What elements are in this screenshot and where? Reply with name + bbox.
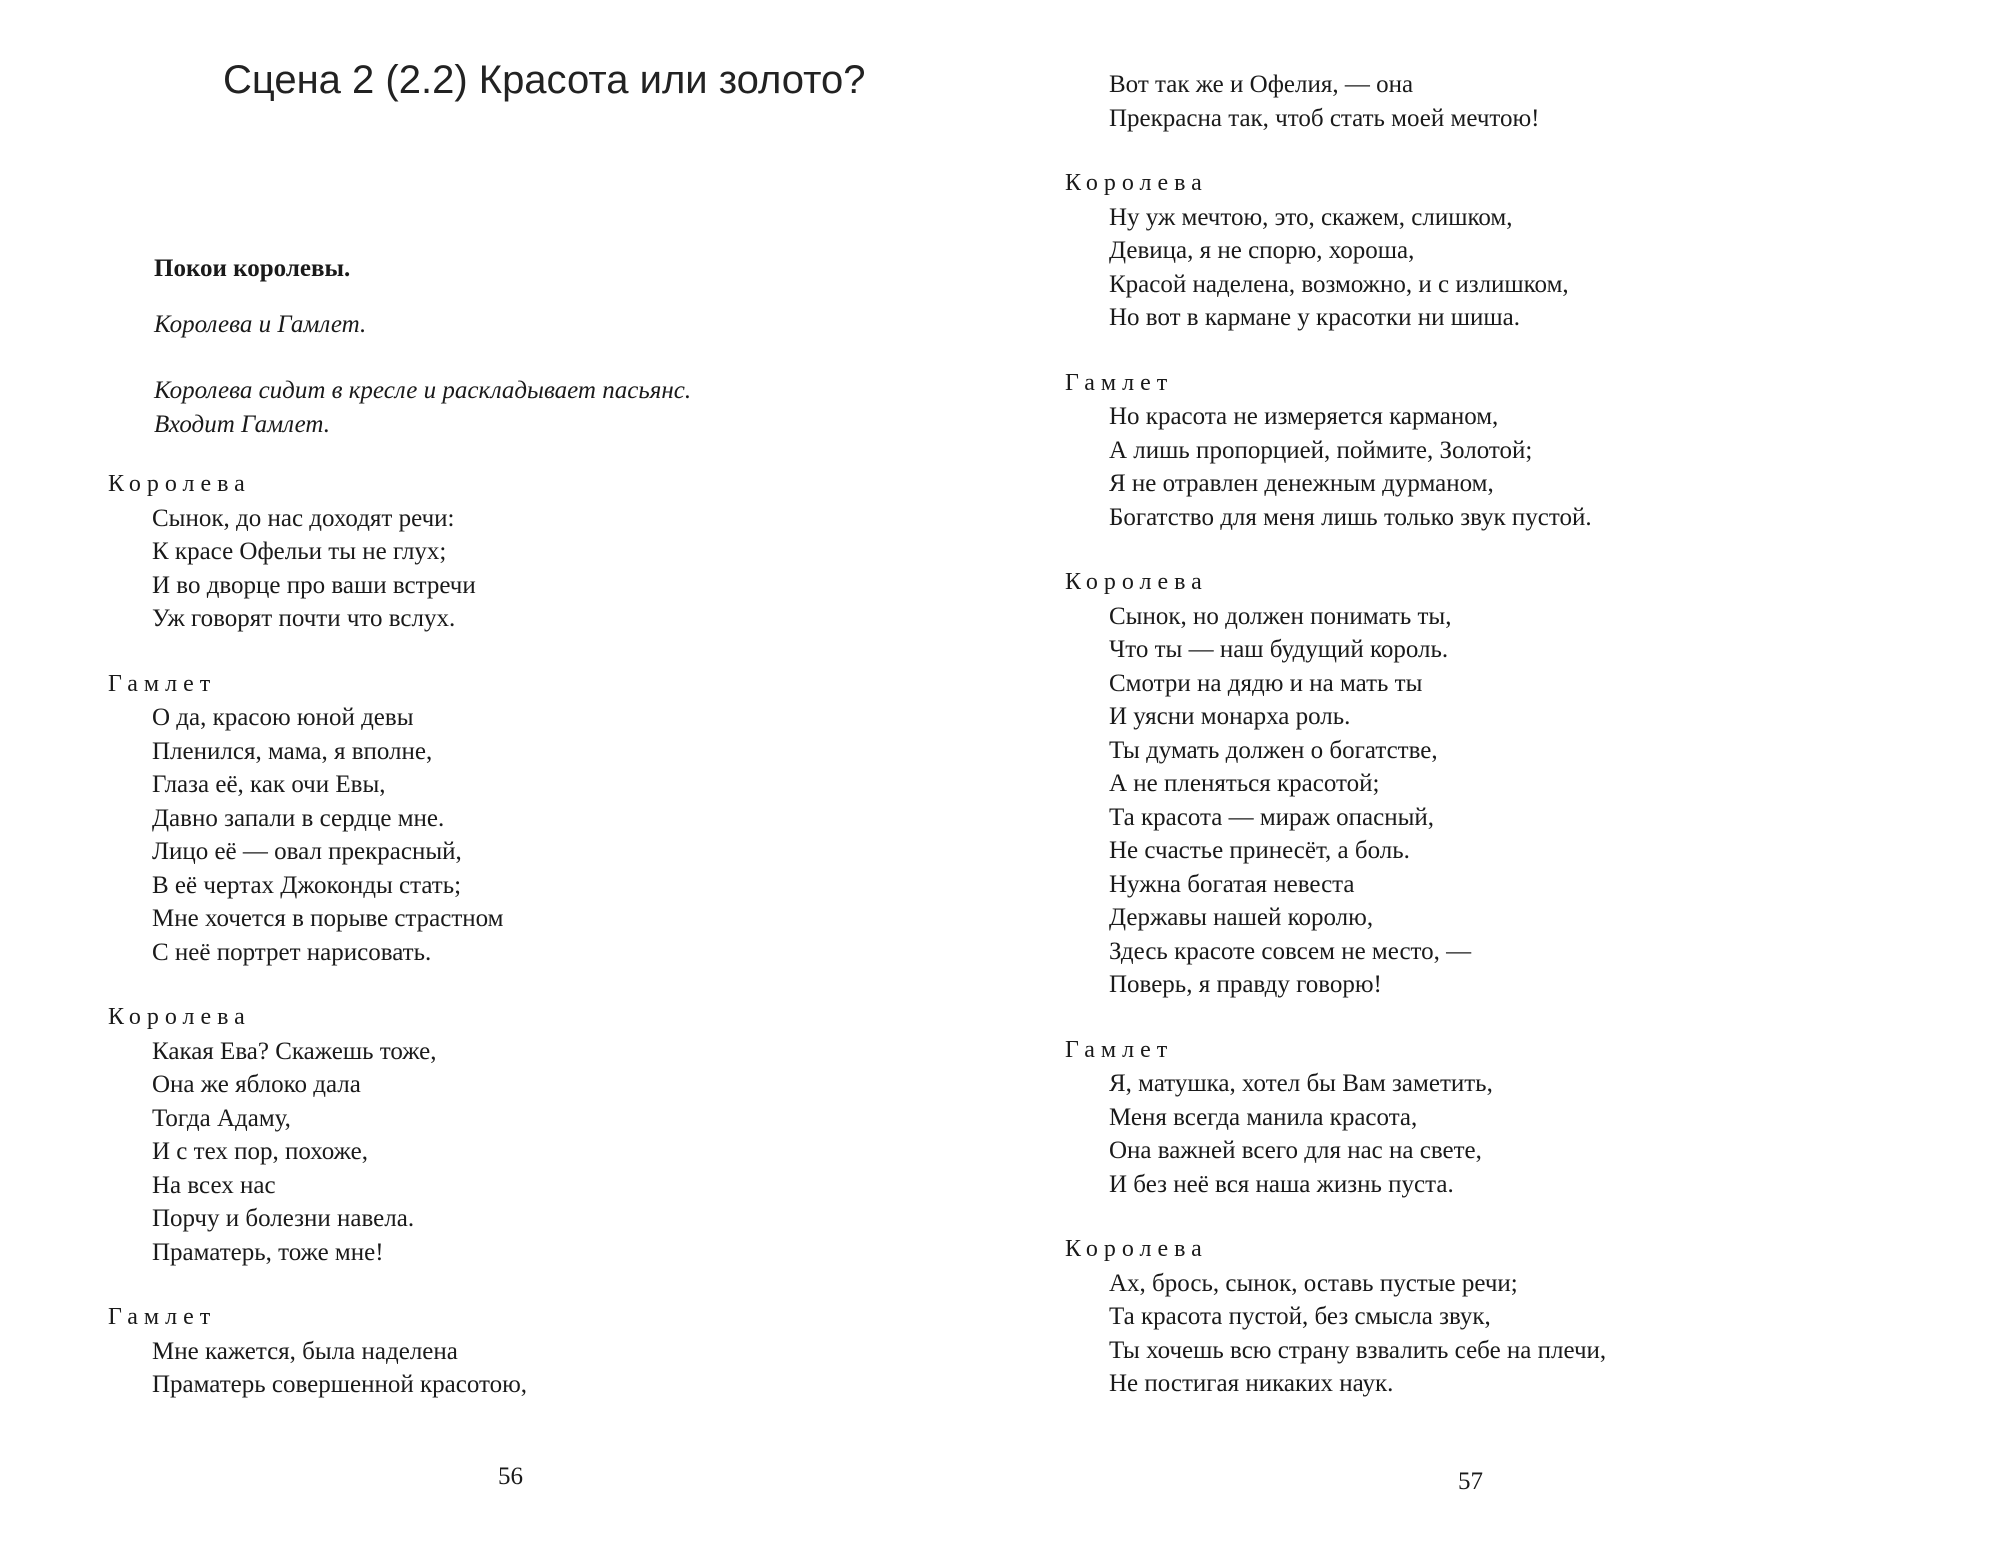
verse-line: Ты думать должен о богатстве, (1109, 736, 1438, 764)
verse-lines (1109, 1267, 1945, 1401)
verse-line: Ах, брось, сынок, оставь пустые речи; (1109, 1269, 1518, 1297)
dialogue-block (1065, 1034, 1945, 1202)
verse-line: Ну уж мечтою, это, скажем, слишком, (1109, 203, 1513, 231)
speaker-name: Гамлет (1065, 369, 1174, 396)
verse-line: И уясни монарха роль. (1109, 703, 1351, 730)
verse-line: Нужна богатая невеста (1109, 870, 1355, 898)
verse-line: И во дворце про ваши встречи (152, 571, 476, 599)
verse-lines (152, 1035, 988, 1270)
verse-line: Но вот в кармане у красотки ни шиша. (1109, 304, 1520, 331)
verse-line: Меня всегда манила красота, (1109, 1103, 1418, 1131)
dialogue-block (1065, 367, 1945, 535)
verse-line: Глаза её, как очи Евы, (152, 771, 386, 798)
page-number: 57 (1458, 1468, 1483, 1495)
speaker-name: Королева (1065, 170, 1208, 196)
verse-line: Но красота не измеряется карманом, (1109, 403, 1499, 430)
dialogue-block (108, 1301, 988, 1402)
verse-line: Порчу и болезни навела. (152, 1205, 415, 1232)
verse-line: Красой наделена, возможно, и с излишком, (1109, 270, 1569, 298)
verse-line: Мне кажется, была наделена (152, 1337, 458, 1365)
verse-line: Здесь красоте совсем не место, — (1109, 937, 1472, 965)
verse-line: Сынок, до нас доходят речи: (152, 504, 455, 532)
verse-line: Уж говорят почти что вслух. (152, 605, 456, 632)
verse-line: Я, матушка, хотел бы Вам заметить, (1109, 1070, 1493, 1097)
verse-line: Та красота — мираж опасный, (1109, 803, 1435, 831)
verse-line: Смотри на дядю и на мать ты (1109, 669, 1423, 697)
left-dialogue (108, 468, 988, 1434)
verse-line: Та красота пустой, без смысла звук, (1109, 1303, 1491, 1330)
dialogue-block (1065, 167, 1945, 335)
verse-line: Вот так же и Офелия, — она (1109, 71, 1414, 98)
verse-line: Праматерь совершенной красотою, (152, 1371, 528, 1398)
verse-line: С неё портрет нарисовать. (152, 938, 432, 966)
verse-line: Я не отравлен денежным дурманом, (1109, 470, 1494, 497)
verse-line: Сынок, но должен понимать ты, (1109, 602, 1452, 630)
stage-direction: Королева сидит в кресле и раскладывает пасьянс. (154, 377, 692, 404)
verse-line: Мне хочется в порыве страстном (152, 905, 504, 932)
verse-line: Не постигая никаких наук. (1109, 1370, 1394, 1397)
right-page (1000, 0, 2000, 1550)
page-number: 56 (498, 1463, 523, 1490)
verse-line: О да, красою юной девы (152, 704, 414, 731)
verse-line: И без неё вся наша жизнь пуста. (1109, 1170, 1454, 1198)
dialogue-block (108, 1001, 988, 1269)
verse-lines (1109, 201, 1945, 335)
dialogue-block (1065, 1233, 1945, 1401)
verse-line: К красе Офельи ты не глух; (152, 538, 447, 565)
verse-line: А не пленяться красотой; (1109, 770, 1380, 797)
speaker-name: Королева (1065, 569, 1208, 595)
verse-lines (1109, 1067, 1945, 1201)
speaker-name: Гамлет (1065, 1036, 1174, 1063)
verse-line: Ты хочешь всю страну взвалить себе на плечи, (1109, 1336, 1607, 1364)
verse-line: Не счастье принесёт, а боль. (1109, 837, 1410, 864)
verse-line: Девица, я не спорю, хороша, (1109, 237, 1415, 264)
verse-line: И с тех пор, похоже, (152, 1138, 368, 1165)
verse-line: Праматерь, тоже мне! (152, 1238, 384, 1266)
speaker-name: Гамлет (108, 670, 217, 697)
speaker-name: Гамлет (108, 1304, 217, 1330)
scene-title: Сцена 2 (2.2) Красота или золото? (223, 58, 866, 102)
verse-line: Поверь, я правду говорю! (1109, 971, 1382, 998)
continuation-block (1065, 68, 1945, 135)
speaker-name: Королева (1065, 1236, 1208, 1262)
stage-direction: Королева и Гамлет. (154, 311, 367, 338)
dialogue-block (108, 668, 988, 970)
verse-line: Богатство для меня лишь только звук пустой. (1109, 503, 1592, 531)
stage-direction: Входит Гамлет. (154, 410, 330, 438)
verse-line: Прекрасна так, чтоб стать моей мечтою! (1109, 104, 1540, 132)
dialogue-block (108, 468, 988, 636)
verse-lines (152, 1335, 988, 1402)
setting-heading: Покои королевы. (154, 255, 351, 282)
verse-line: Пленился, мама, я вполне, (152, 737, 433, 765)
verse-line: Она важней всего для нас на свете, (1109, 1137, 1482, 1164)
verse-line: Тогда Адаму, (152, 1104, 291, 1132)
verse-lines (1109, 68, 1945, 135)
verse-line: Державы нашей королю, (1109, 904, 1374, 931)
verse-line: Давно запали в сердце мне. (152, 804, 445, 832)
verse-line: Какая Ева? Скажешь тоже, (152, 1037, 437, 1065)
verse-line: Лицо её — овал прекрасный, (152, 838, 462, 865)
verse-lines (1109, 400, 1945, 534)
right-dialogue (1065, 68, 1945, 1433)
verse-lines (152, 701, 988, 969)
dialogue-block (1065, 566, 1945, 1002)
verse-lines (152, 502, 988, 636)
verse-line: В её чертах Джоконды стать; (152, 871, 462, 899)
speaker-name: Королева (108, 1004, 251, 1030)
verse-line: А лишь пропорцией, поймите, Золотой; (1109, 436, 1533, 464)
verse-line: Она же яблоко дала (152, 1071, 361, 1098)
verse-line: На всех нас (152, 1171, 276, 1199)
speaker-name: Королева (108, 471, 251, 497)
verse-line: Что ты — наш будущий король. (1109, 636, 1449, 663)
verse-lines (1109, 600, 1945, 1002)
